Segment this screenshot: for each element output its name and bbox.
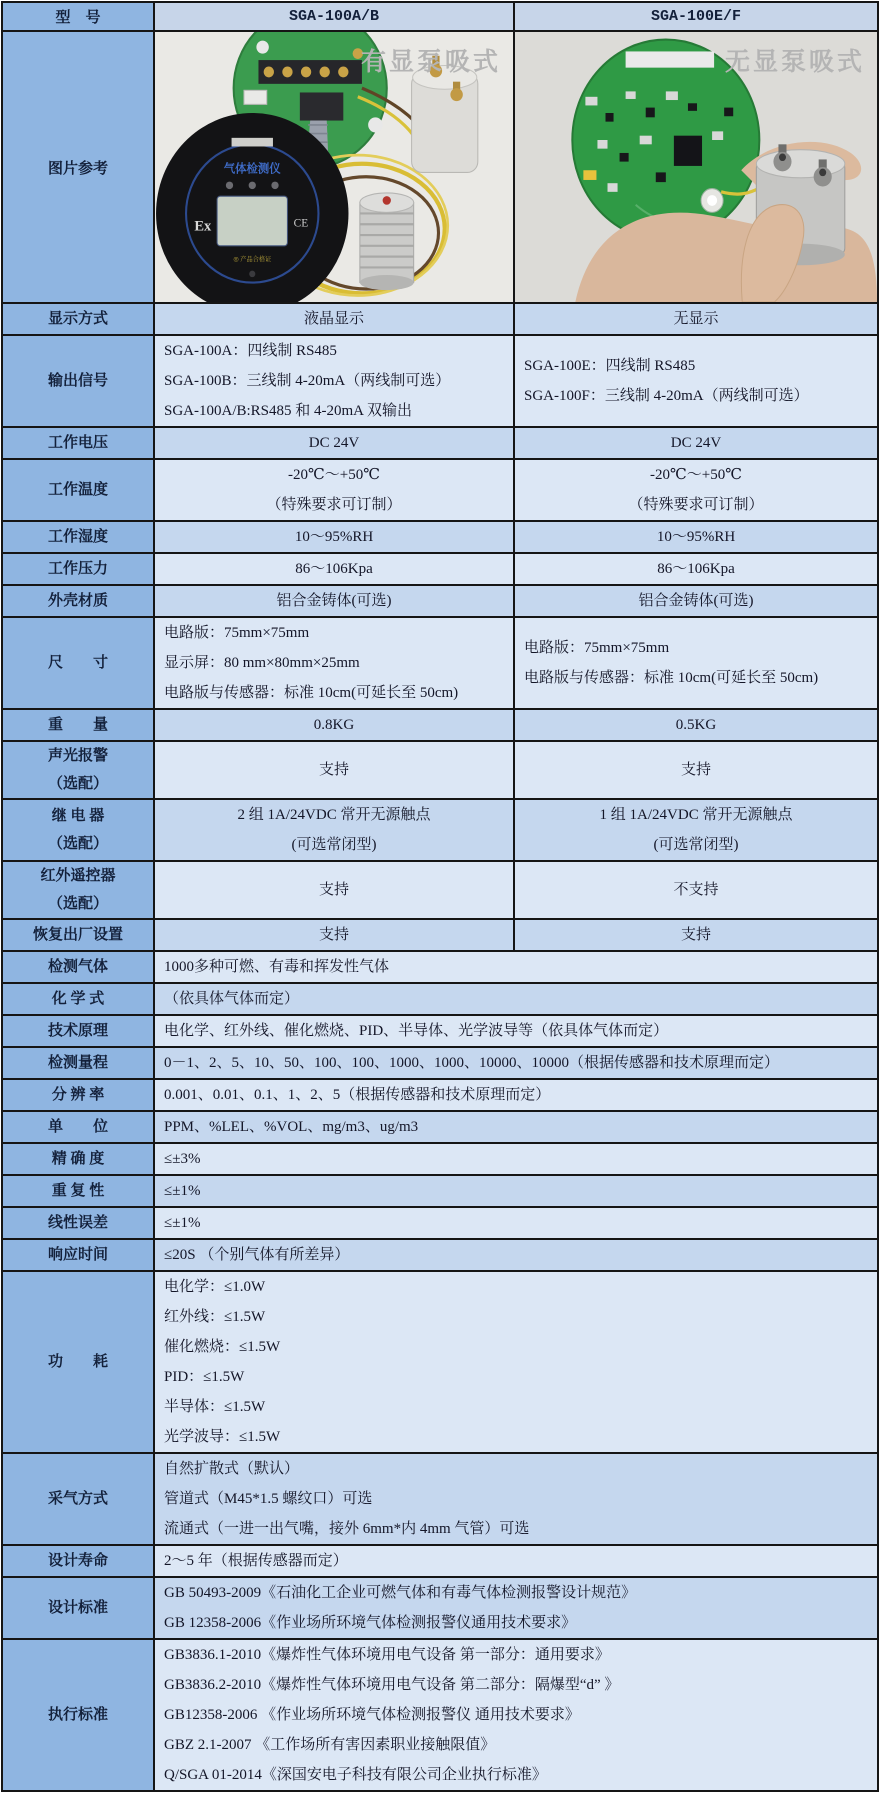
spec-row-working-voltage [2, 427, 878, 459]
photo-watermark-right: 无显泵吸式 [724, 49, 865, 76]
spec-row-chemical-formula [2, 983, 878, 1015]
spec-value-sampling-method-0: 自然扩散式（默认） 管道式（M45*1.5 螺纹口）可选 流通式（一进一出气嘴，接外 6mm*内 4mm 气管）可选 [154, 1453, 878, 1545]
photo-row [2, 31, 878, 303]
spec-value-design-standard-0: GB 50493-2009《石油化工企业可燃气体和有毒气体检测报警设计规范》 GB 12358-2006《作业场所环境气体检测报警仪通用技术要求》 [154, 1577, 878, 1639]
spec-row-weight [2, 709, 878, 741]
spec-row-executive-standard [2, 1639, 878, 1791]
spec-value-ir-remote-0: 支持 [154, 861, 514, 919]
spec-row-working-temperature [2, 459, 878, 521]
spec-row-technical-principle [2, 1015, 878, 1047]
spec-row-audible-visual-alarm [2, 741, 878, 799]
spec-value-technical-principle-0: 电化学、红外线、催化燃烧、PID、半导体、光学波导等（依具体气体而定） [154, 1015, 878, 1047]
row-label-shell-material: 外壳材质 [2, 585, 154, 617]
photo-watermark-left: 有显泵吸式 [360, 49, 501, 76]
model-header-col1: SGA-100A/B [154, 2, 514, 31]
spec-row-design-standard [2, 1577, 878, 1639]
spec-value-factory-reset-1: 支持 [514, 919, 878, 951]
spec-value-unit-0: PPM、%LEL、%VOL、mg/m3、ug/m3 [154, 1111, 878, 1143]
spec-value-shell-material-1: 铝合金铸体(可选) [514, 585, 878, 617]
spec-value-linearity-error-0: ≤±1% [154, 1207, 878, 1239]
row-label-unit: 单 位 [2, 1111, 154, 1143]
spec-row-power-consumption [2, 1271, 878, 1453]
spec-value-power-consumption-0: 电化学：≤1.0W 红外线：≤1.5W 催化燃烧：≤1.5W PID：≤1.5W 半导体：≤1.5W 光学波导：≤1.5W [154, 1271, 878, 1453]
spec-value-working-voltage-0: DC 24V [154, 427, 514, 459]
spec-row-ir-remote [2, 861, 878, 919]
spec-value-working-voltage-1: DC 24V [514, 427, 878, 459]
spec-table [1, 1, 879, 1792]
spec-row-dimensions [2, 617, 878, 709]
spec-value-design-life-0: 2～5 年（根据传感器而定） [154, 1545, 878, 1577]
svg-text:Ex: Ex [194, 218, 212, 235]
row-label-design-standard: 设计标准 [2, 1577, 154, 1639]
spec-value-audible-visual-alarm-0: 支持 [154, 741, 514, 799]
spec-value-repeatability-0: ≤±1% [154, 1175, 878, 1207]
row-label-response-time: 响应时间 [2, 1239, 154, 1271]
spec-value-response-time-0: ≤20S （个别气体有所差异） [154, 1239, 878, 1271]
row-label-working-pressure: 工作压力 [2, 553, 154, 585]
spec-value-detection-range-0: 0－1、2、5、10、50、100、100、1000、1000、10000、10000（根据传感器和技术原理而定） [154, 1047, 878, 1079]
spec-value-audible-visual-alarm-1: 支持 [514, 741, 878, 799]
row-label-design-life: 设计寿命 [2, 1545, 154, 1577]
photo-row-label: 图片参考 [2, 31, 154, 303]
product-photo-cell-right [514, 31, 878, 303]
spec-value-dimensions-1: 电路版：75mm×75mm 电路版与传感器：标准 10cm(可延长至 50cm) [514, 617, 878, 709]
spec-value-accuracy-0: ≤±3% [154, 1143, 878, 1175]
row-label-factory-reset: 恢复出厂设置 [2, 919, 154, 951]
row-label-working-humidity: 工作湿度 [2, 521, 154, 553]
row-label-accuracy: 精 确 度 [2, 1143, 154, 1175]
spec-rows-body [2, 303, 878, 1791]
spec-value-resolution-0: 0.001、0.01、0.1、1、2、5（根据传感器和技术原理而定） [154, 1079, 878, 1111]
spec-value-chemical-formula-0: （依具体气体而定） [154, 983, 878, 1015]
row-label-repeatability: 重 复 性 [2, 1175, 154, 1207]
spec-value-executive-standard-0: GB3836.1-2010《爆炸性气体环境用电气设备 第一部分：通用要求》 GB3836.2-2010《爆炸性气体环境用电气设备 第二部分：隔爆型“d” 》 GB12358-2006 《作业场所环境气体检测报警仪 通用技术要求》 GBZ 2.1-2007 《工作场所有害因素职业接触限值》 Q/SGA 01-2014《深国安电子科技有限公司企业执行标准》 [154, 1639, 878, 1791]
spec-row-working-humidity [2, 521, 878, 553]
spec-row-shell-material [2, 585, 878, 617]
spec-value-working-pressure-1: 86～106Kpa [514, 553, 878, 585]
spec-value-working-temperature-0: -20℃～+50℃ （特殊要求可订制） [154, 459, 514, 521]
spec-row-repeatability [2, 1175, 878, 1207]
spec-value-weight-1: 0.5KG [514, 709, 878, 741]
row-label-linearity-error: 线性误差 [2, 1207, 154, 1239]
row-label-working-temperature: 工作温度 [2, 459, 154, 521]
row-label-detection-range: 检测量程 [2, 1047, 154, 1079]
spec-value-working-humidity-0: 10～95%RH [154, 521, 514, 553]
row-label-detected-gas: 检测气体 [2, 951, 154, 983]
model-header-col2: SGA-100E/F [514, 2, 878, 31]
row-label-working-voltage: 工作电压 [2, 427, 154, 459]
spec-value-weight-0: 0.8KG [154, 709, 514, 741]
row-label-dimensions: 尺 寸 [2, 617, 154, 709]
spec-row-detection-range [2, 1047, 878, 1079]
row-label-resolution: 分 辨 率 [2, 1079, 154, 1111]
spec-value-shell-material-0: 铝合金铸体(可选) [154, 585, 514, 617]
row-label-output-signal: 输出信号 [2, 335, 154, 427]
spec-value-relay-1: 1 组 1A/24VDC 常开无源触点 (可选常闭型) [514, 799, 878, 861]
row-label-chemical-formula: 化 学 式 [2, 983, 154, 1015]
spec-row-resolution [2, 1079, 878, 1111]
spec-value-working-pressure-0: 86～106Kpa [154, 553, 514, 585]
spec-value-detected-gas-0: 1000多种可燃、有毒和挥发性气体 [154, 951, 878, 983]
spec-value-working-humidity-1: 10～95%RH [514, 521, 878, 553]
svg-text:气体检测仪: 气体检测仪 [223, 162, 281, 176]
spec-row-design-life [2, 1545, 878, 1577]
row-label-power-consumption: 功 耗 [2, 1271, 154, 1453]
spec-row-response-time [2, 1239, 878, 1271]
model-header-label: 型 号 [2, 2, 154, 31]
spec-row-detected-gas [2, 951, 878, 983]
spec-row-unit [2, 1111, 878, 1143]
row-label-audible-visual-alarm: 声光报警 （选配） [2, 741, 154, 799]
spec-value-output-signal-0: SGA-100A：四线制 RS485 SGA-100B：三线制 4-20mA（两线制可选） SGA-100A/B:RS485 和 4-20mA 双输出 [154, 335, 514, 427]
row-label-technical-principle: 技术原理 [2, 1015, 154, 1047]
header-row [2, 2, 878, 31]
spec-value-working-temperature-1: -20℃～+50℃ （特殊要求可订制） [514, 459, 878, 521]
spec-value-display-mode-0: 液晶显示 [154, 303, 514, 335]
spec-value-display-mode-1: 无显示 [514, 303, 878, 335]
spec-row-display-mode [2, 303, 878, 335]
spec-row-working-pressure [2, 553, 878, 585]
spec-row-output-signal [2, 335, 878, 427]
spec-value-factory-reset-0: 支持 [154, 919, 514, 951]
row-label-relay: 继 电 器 （选配） [2, 799, 154, 861]
product-photo-cell-left [154, 31, 514, 303]
spec-value-relay-0: 2 组 1A/24VDC 常开无源触点 (可选常闭型) [154, 799, 514, 861]
row-label-weight: 重 量 [2, 709, 154, 741]
row-label-ir-remote: 红外遥控器 （选配） [2, 861, 154, 919]
spec-value-ir-remote-1: 不支持 [514, 861, 878, 919]
spec-row-sampling-method [2, 1453, 878, 1545]
spec-value-dimensions-0: 电路版：75mm×75mm 显示屏：80 mm×80mm×25mm 电路版与传感器：标准 10cm(可延长至 50cm) [154, 617, 514, 709]
row-label-executive-standard: 执行标准 [2, 1639, 154, 1791]
spec-value-output-signal-1: SGA-100E：四线制 RS485 SGA-100F：三线制 4-20mA（两线制可选） [514, 335, 878, 427]
svg-text:◎ 产品合格证: ◎ 产品合格证 [233, 255, 272, 264]
spec-row-relay [2, 799, 878, 861]
spec-row-accuracy [2, 1143, 878, 1175]
row-label-display-mode: 显示方式 [2, 303, 154, 335]
svg-text:CE: CE [293, 216, 309, 230]
spec-row-linearity-error [2, 1207, 878, 1239]
row-label-sampling-method: 采气方式 [2, 1453, 154, 1545]
spec-row-factory-reset [2, 919, 878, 951]
